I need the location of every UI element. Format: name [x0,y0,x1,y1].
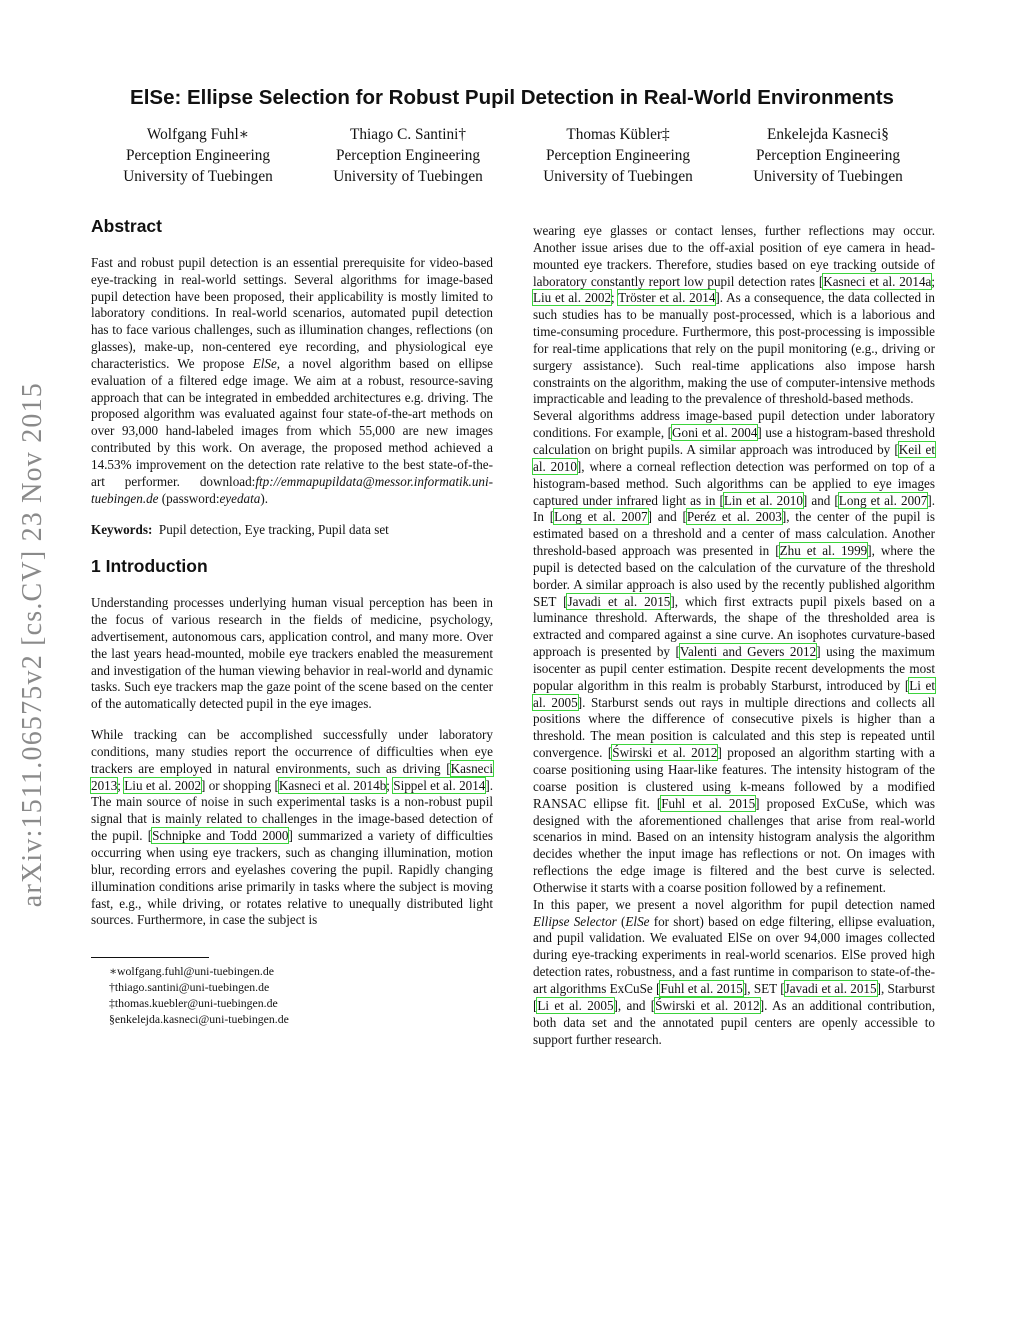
citation-link[interactable]: Kasneci et al. 2014a [823,273,932,289]
citation-link[interactable]: Świrski et al. 2012 [655,997,760,1013]
citation-link[interactable]: Liu et al. 2002 [533,290,612,306]
download-link[interactable]: ftp://emmapupildata@messor.informatik.uni-tuebingen.de [91,473,493,506]
citation-link[interactable]: Tröster et al. 2014 [618,290,716,306]
citation-link[interactable]: Fuhl et al. 2015 [660,980,743,996]
author-name: Thomas Kübler‡ [566,126,670,143]
paper-title: ElSe: Ellipse Selection for Robust Pupil Detection in Real-World Environments [130,86,894,109]
citation-link[interactable]: Long et al. 2007 [838,492,928,508]
author-4 [728,125,928,187]
intro-paragraph-1: Understanding processes underlying human visual perception has been in the focus of various research in the fields of medicine, psychology, advertisement, autonomous cars, application control, and many more. Over the last years head-mounted, mobile eye trackers enabled the measurement and investigation of the human viewing behavior in real-world and dynamic tasks. Such eye trackers map the gaze point of the scene based on the center of the automatically detected pupil in the eye images. [91,595,493,712]
citation-link[interactable]: Kasneci et al. 2014b [278,777,387,793]
citation-link[interactable]: Świrski et al. 2012 [612,745,718,761]
footnote: ‡thomas.kuebler@uni-tuebingen.de [109,995,278,1010]
citation-link[interactable]: Javadi et al. 2015 [784,980,877,996]
author-name: Thiago C. Santini† [350,126,466,143]
citation-link[interactable]: Schnipke and Todd 2000 [152,828,289,844]
arxiv-watermark [10,348,56,942]
citation-link[interactable]: Javadi et al. 2015 [567,593,671,609]
footnote: §enkelejda.kasneci@uni-tuebingen.de [109,1011,289,1026]
author-affiliation: Perception Engineering [336,146,480,164]
citation-link[interactable]: Valenti and Gevers 2012 [679,644,817,660]
author-university: University of Tuebingen [543,167,693,185]
intro-paragraph-2: While tracking can be accomplished successfully under laboratory conditions, many studies report the occurrence of difficulties when eye trackers are employed in natural environments, such as driving [Kasneci 2013; Liu et al. 2002] or shopping [Kasneci et al. 2014b; Sippel et al. 2014]. The main source of noise in such experimental tasks is a non-robust pupil signal that is mainly related to challenges in the image-based detection of the pupil. [Schnipke and Todd 2000] summarized a variety of difficulties occurring when using eye trackers, such as changing illumination, motion blur, recording errors and eyelashes covering the pupil. Rapidly changing illumination conditions arise primarily in tasks where the subject is moving fast, e.g., while driving, or rotates relative to unequally distributed light sources. Furthermore, in case the subject is [91,727,494,928]
citation-link[interactable]: Li et al. 2005 [533,677,935,710]
citation-link[interactable]: Fuhl et al. 2015 [661,795,756,811]
section-heading-introduction: 1 Introduction [91,556,208,577]
abstract-heading: Abstract [91,216,162,236]
author-university: University of Tuebingen [333,167,483,185]
right-column [533,223,935,1048]
citation-link[interactable]: Lin et al. 2010 [723,492,803,508]
author-name: Wolfgang Fuhl∗ [146,126,250,143]
citation-link[interactable]: Zhu et al. 1999 [779,543,868,559]
intro-paragraph-4: Several algorithms address image-based pupil detection under laboratory conditions. For example, [Goni et al. 2004] use a histogram-based threshold calculation on bright pupils. A similar approach was introduced by [Keil et al. 2010], where a corneal reflection detection was performed on top of a histogram-based method. Such algorithms can be applied to eye images captured under infrared light as in [Lin et al. 2010] and [Long et al. 2007]. In [Long et al. 2007] and [Peréz et al. 2003], the center of the pupil is estimated based on a threshold and a center of mass calculation. Another threshold-based approach was presented in [Zhu et al. 1999], where the pupil is detected based on the calculation of the curvature of the threshold border. A similar approach is also used by the recently published algorithm SET [Javadi et al. 2015], which first extracts pupil pixels based on a luminance threshold. Afterwards, the shape of the thresholded area is extracted and compared against a sine curve. An isophotes curvature-based approach is presented by [Valenti and Gevers 2012] using the maximum isocenter as pupil center estimation. Despite recent developments the most popular algorithm in this realm is probably Starburst, introduced by [Li et al. 2005]. Starburst sends out rays in multiple directions and collects all positions where the difference of consecutive pixels is higher than a threshold. The mean position is calculated and this step is repeated until convergence. [Świrski et al. 2012] proposed an algorithm starting with a coarse positioning using Haar-like features. The intensity histogram of the coarse position is clustered using k-means followed by a modified RANSAC ellipse fit. [Fuhl et al. 2015] proposed ExCuSe, which was designed with the aforementioned challenges that arise from real-world scenarios in mind. Based on an intensity histogram analysis the algorithm decides whether the input image has reflections or not. On images with reflections the edge image is filtered and the best curve is selected. Otherwise it starts with a coarse position followed by a refinement. [533,408,935,895]
author-university: University of Tuebingen [123,167,273,185]
citation-link[interactable]: Sippel et al. 2014 [393,777,486,793]
citation-link[interactable]: Long et al. 2007 [554,509,648,525]
author-university: University of Tuebingen [753,167,903,185]
abstract-text: Fast and robust pupil detection is an essential prerequisite for video-based eye-tracking in real-world settings. Several algorithms for image-based pupil detection have been proposed, their applicability is mostly limited to laboratory conditions. In real-world scenarios, automated pupil detection has to face various challenges, such as illumination changes, reflections (on glasses), make-up, non-centered eye recording, and physiological eye characteristics. We propose ElSe, a novel algorithm based on ellipse evaluation of a filtered edge image. We aim at a robust, resource-saving approach that can be integrated in embedded architectures e.g. driving. The proposed algorithm was evaluated against four state-of-the-art methods on over 93,000 hand-labeled images from which 55,000 are new images contributed by this work. On average, the proposed method achieved a 14.53% improvement on the detection rate relative to the best state-of-the-art performer. download:ftp://emmapupildata@messor.informatik.uni-tuebingen.de (password:eyedata). [91,254,493,506]
footnote-rule [91,957,209,958]
citation-link[interactable]: Goni et al. 2004 [672,425,758,441]
citation-link[interactable]: Kasneci 2013 [91,760,493,793]
citation-link[interactable]: Keil et al. 2010 [533,441,935,474]
footnote: †thiago.santini@uni-tuebingen.de [109,980,270,995]
author-3 [518,125,718,187]
intro-paragraph-3: wearing eye glasses or contact lenses, further reflections may occur. Another issue arises due to the off-axial position of eye camera in head-mounted eye trackers. Therefore, studies based on eye tracking outside of laboratory constantly report low pupil detection rates [Kasneci et al. 2014a; Liu et al. 2002; Tröster et al. 2014]. As a consequence, the data collected in such studies has to be manually post-processed, which is a laborious and time-consuming procedure. Furthermore, this post-processing is impossible for real-time applications that rely on the pupil monitoring (e.g., driving or surgery assistance). Such real-time applications also impose harsh constraints on the algorithm, making the use of computer-intensive methods impracticable and leading to the prevalence of threshold-based methods. [533,223,936,407]
author-block [98,125,928,187]
author-affiliation: Perception Engineering [126,146,270,164]
author-1 [98,125,298,187]
citation-link[interactable]: Li et al. 2005 [537,997,614,1013]
arxiv-id: arXiv:1511.06575v2 [cs.CV] 23 Nov 2015 [17,382,48,908]
author-2 [308,125,508,187]
citation-link[interactable]: Liu et al. 2002 [124,777,202,793]
footnote: ∗wolfgang.fuhl@uni-tuebingen.de [109,964,274,979]
intro-paragraph-5: In this paper, we present a novel algorithm for pupil detection named Ellipse Selector (ElSe for short) based on edge filtering, ellipse evaluation, and pupil validation. We evaluated ElSe on over 94,000 images collected during eye-tracking experiments in real-world scenarios. ElSe proved high detection rates, robustness, and a fast runtime in comparison to state-of-the-art algorithms ExCuSe [Fuhl et al. 2015], SET [Javadi et al. 2015], Starburst [Li et al. 2005], and [Świrski et al. 2012]. As an additional contribution, both data set and the annotated pupil centers are openly accessible to support further research. [533,896,936,1047]
left-column [91,218,493,1027]
citation-link[interactable]: Peréz et al. 2003 [686,509,782,525]
author-affiliation: Perception Engineering [756,146,900,164]
author-name: Enkelejda Kasneci§ [767,126,889,143]
author-affiliation: Perception Engineering [546,146,690,164]
keywords: Keywords: Pupil detection, Eye tracking, Pupil data set [91,521,389,537]
